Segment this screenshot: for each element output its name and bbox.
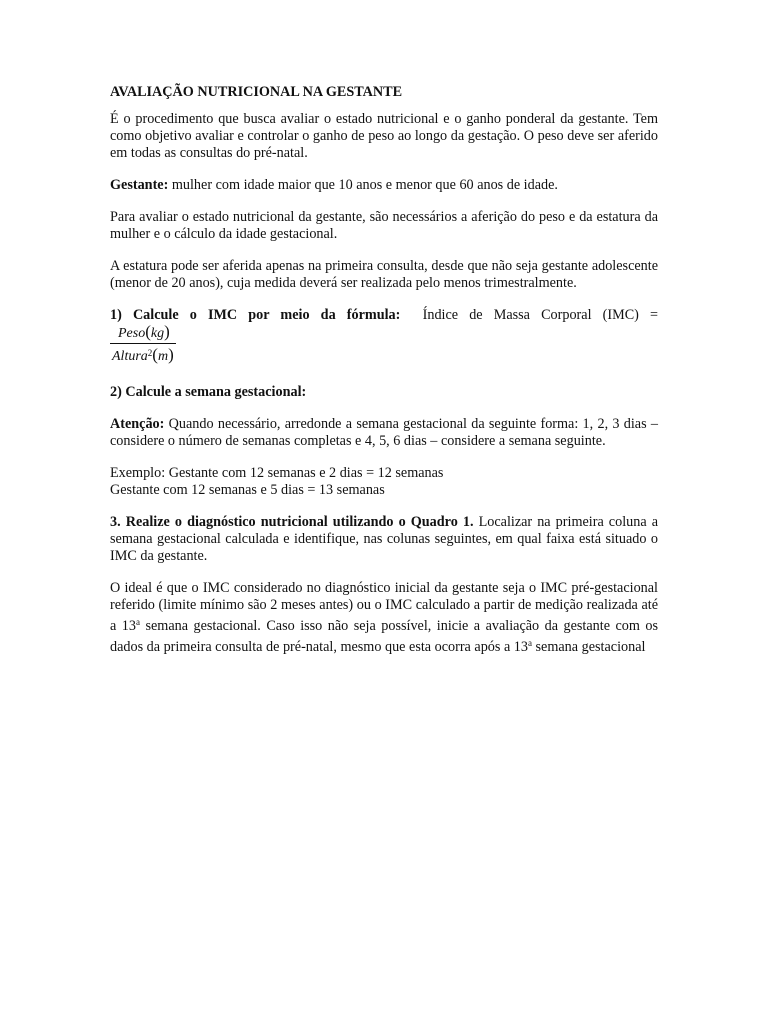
imc-formula — [110, 322, 176, 365]
ordinal-marker-1: a — [135, 617, 140, 627]
step1-label: 1) Calcule o IMC por meio da fórmula: — [110, 307, 401, 323]
exemplo-line-2: Gestante com 12 semanas e 5 dias = 13 semanas — [110, 482, 385, 498]
step3-paragraph — [110, 514, 658, 565]
step1-line — [110, 307, 658, 324]
gestante-definition — [110, 177, 658, 194]
denominator-unit: m — [157, 349, 169, 364]
ideal-part-1: O ideal é que o IMC considerado no diagnóstico inicial da gestante seja o IMC pré-gestacional referido (limite mínimo são 2 meses antes) ou o IMC calculado a partir de medição realizada até a 13 — [110, 580, 658, 634]
step3-text: Localizar na primeira coluna a semana gestacional calculada e identifique, nas colunas seguintes, em qual faixa está situado o IMC da gestante. — [110, 514, 658, 564]
formula-numerator: Peso(kg) — [118, 322, 170, 341]
atencao-label: Atenção: — [110, 416, 165, 432]
step3-label: 3. Realize o diagnóstico nutricional utilizando o Quadro 1. — [110, 514, 474, 530]
ideal-part-3: semana gestacional — [531, 639, 646, 655]
step1-text: Índice de Massa Corporal (IMC) = — [422, 307, 659, 323]
atencao-text: Quando necessário, arredonde a semana gestacional da seguinte forma: 1, 2, 3 dias – considere o número de semanas completas e 4, 5, 6 dias – considere a semana seguinte. — [110, 416, 658, 449]
denominator-exponent: 2 — [147, 348, 153, 358]
gestante-label: Gestante: — [110, 177, 169, 193]
atencao-paragraph — [110, 416, 658, 450]
ideal-paragraph — [110, 580, 658, 656]
avaliar-paragraph: Para avaliar o estado nutricional da gestante, são necessários a aferição do peso e da estatura da mulher e o cálculo da idade gestacional. — [110, 209, 658, 242]
page-title: AVALIAÇÃO NUTRICIONAL NA GESTANTE — [110, 84, 403, 100]
document-body — [110, 84, 658, 671]
numerator-var: Peso — [118, 326, 146, 341]
ordinal-marker-2: a — [527, 638, 532, 648]
formula-denominator: Altura$^2$(m) — [112, 345, 174, 364]
exemplo-line-1: Exemplo: Gestante com 12 semanas e 2 dias = 12 semanas — [110, 465, 444, 481]
denominator-var: Altura — [112, 349, 148, 364]
exemplo-paragraph — [110, 465, 658, 499]
gestante-text: mulher com idade maior que 10 anos e menor que 60 anos de idade. — [168, 177, 558, 193]
estatura-paragraph: A estatura pode ser aferida apenas na primeira consulta, desde que não seja gestante adolescente (menor de 20 anos), cuja medida deverá ser realizada pelo menos trimestralmente. — [110, 258, 658, 291]
step2-heading: 2) Calcule a semana gestacional: — [110, 384, 307, 400]
ideal-part-2: semana gestacional. Caso isso não seja possível, inicie a avaliação da gestante com os dados da primeira consulta de pré-natal, mesmo que esta ocorra após a 13 — [110, 618, 658, 655]
numerator-unit: kg — [150, 326, 165, 341]
intro-paragraph: É o procedimento que busca avaliar o estado nutricional e o ganho ponderal da gestante. Tem como objetivo avaliar e controlar o ganho de peso ao longo da gestação. O peso deve ser aferido em todas as consultas do pré-natal. — [110, 111, 658, 161]
step1-block — [110, 307, 658, 384]
